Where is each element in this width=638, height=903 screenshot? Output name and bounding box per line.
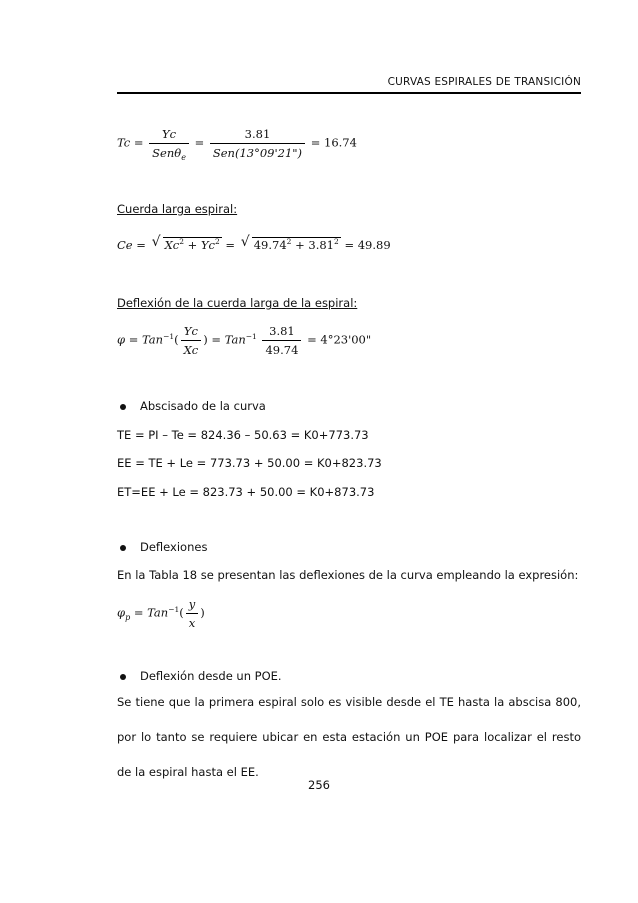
bullet-abscisado <box>117 399 266 413</box>
abscisado-line-ee: EE = TE + Le = 773.73 + 50.00 = K0+823.73 <box>117 456 382 470</box>
eq-sign: = <box>310 135 321 150</box>
heading-deflexion-cuerda: Deflexión de la cuerda larga de la espiral: <box>117 296 358 310</box>
eq-sign: = <box>211 332 222 347</box>
radicand-term: Xc <box>164 238 180 252</box>
bullet-label: Deflexión desde un POE. <box>140 669 282 683</box>
abscisado-line-te: TE = PI – Te = 824.36 – 50.63 = K0+773.73 <box>117 428 369 442</box>
page-number: 256 <box>308 778 330 792</box>
fraction-denominator: x <box>188 616 196 630</box>
eq-sign: = <box>128 332 139 347</box>
subscript: e <box>181 153 186 162</box>
fraction-yc-xc <box>181 324 202 357</box>
eq-sign: = <box>136 238 146 252</box>
radicand-term: 49.74 <box>253 238 287 252</box>
fraction-numerator: Yc <box>149 127 189 144</box>
eq-tc-lhs: Tc <box>117 135 131 150</box>
eq-phi-result: 4°23'00" <box>320 332 372 347</box>
fraction-y-x <box>186 597 199 630</box>
bullet-icon <box>120 404 126 410</box>
fraction-numerator: 3.81 <box>262 324 301 341</box>
bullet-label: Abscisado de la curva <box>140 399 266 413</box>
eq-sign: = <box>344 238 355 252</box>
fraction-value <box>262 324 301 357</box>
plus-sign: + <box>183 238 201 252</box>
bullet-poe <box>117 669 282 683</box>
sqrt-symbolic: √ $Xc^2 + Yc^2$ <box>151 234 220 252</box>
exponent: 2 <box>334 237 339 246</box>
exponent: 2 <box>286 237 292 246</box>
radicand-term: Yc <box>200 238 215 252</box>
equation-phi: φ = Tan$^{-1}$( $\frac{Yc}{Xc}$ ) = Tan$^{-1}$ $\frac{3.81}{49.74}$ = 4°23'00" <box>117 324 372 357</box>
poe-paragraph: Se tiene que la primera espiral solo es visible desde el TE hasta la abscisa 800, por lo tanto se requiere ubicar en esta estación un POE para localizar el resto de la espiral hasta el EE. <box>117 695 581 779</box>
fraction-denominator: Senθ <box>152 146 182 160</box>
subscript: p <box>125 612 131 622</box>
abscisado-line-et: ET=EE + Le = 823.73 + 50.00 = K0+873.73 <box>117 485 375 499</box>
sqrt-numeric: √ $49.74^2 + 3.81^2$ <box>240 234 339 252</box>
fraction-numerator: y <box>186 597 199 614</box>
bullet-icon <box>120 545 126 551</box>
fraction-denominator: Sen(13°09'21") <box>212 146 303 160</box>
exponent: 2 <box>214 237 220 246</box>
inverse-exponent: −1 <box>163 331 175 341</box>
plus-sign: + <box>291 238 309 252</box>
eq-sign: = <box>225 238 236 252</box>
fraction-numerator: Yc <box>181 324 202 341</box>
eq-sign: = <box>307 332 317 347</box>
fraction-numerator: 3.81 <box>210 127 305 144</box>
eq-phi-lhs: φ <box>117 332 126 347</box>
eq-phip-lhs: φ <box>117 605 126 620</box>
equation-ce <box>117 234 391 252</box>
fraction-yc-sen <box>149 127 189 160</box>
bullet-label: Deflexiones <box>140 540 208 554</box>
inverse-exponent: −1 <box>168 604 180 614</box>
fraction-value <box>210 127 305 160</box>
heading-cuerda-larga: Cuerda larga espiral: <box>117 202 238 216</box>
exponent: 2 <box>179 237 184 246</box>
page-header <box>117 72 581 94</box>
tan-function: Tan <box>147 605 169 620</box>
inverse-exponent: −1 <box>245 331 257 341</box>
eq-ce-result: 49.89 <box>357 238 391 252</box>
fraction-denominator: Xc <box>183 343 199 357</box>
eq-tc-result: 16.74 <box>324 135 357 150</box>
tan-function: Tan <box>142 332 164 347</box>
fraction-denominator: 49.74 <box>265 343 299 357</box>
eq-ce-lhs: Ce <box>117 238 133 252</box>
radicand-term: 3.81 <box>308 238 334 252</box>
equation-tc <box>117 127 357 160</box>
bullet-icon <box>120 674 126 680</box>
bullet-deflexiones <box>117 540 207 554</box>
eq-sign: = <box>133 605 144 620</box>
equation-phi-p: $\varphi_p = Tan^{-1}$( $\frac{y}{x}$ ) <box>117 597 205 630</box>
deflexiones-text: En la Tabla 18 se presentan las deflexiones de la curva empleando la expresión: <box>117 568 579 582</box>
eq-sign: = <box>133 135 144 150</box>
header-title: CURVAS ESPIRALES DE TRANSICIÓN <box>387 76 581 88</box>
eq-sign: = <box>194 135 205 150</box>
tan-function: Tan <box>224 332 246 347</box>
